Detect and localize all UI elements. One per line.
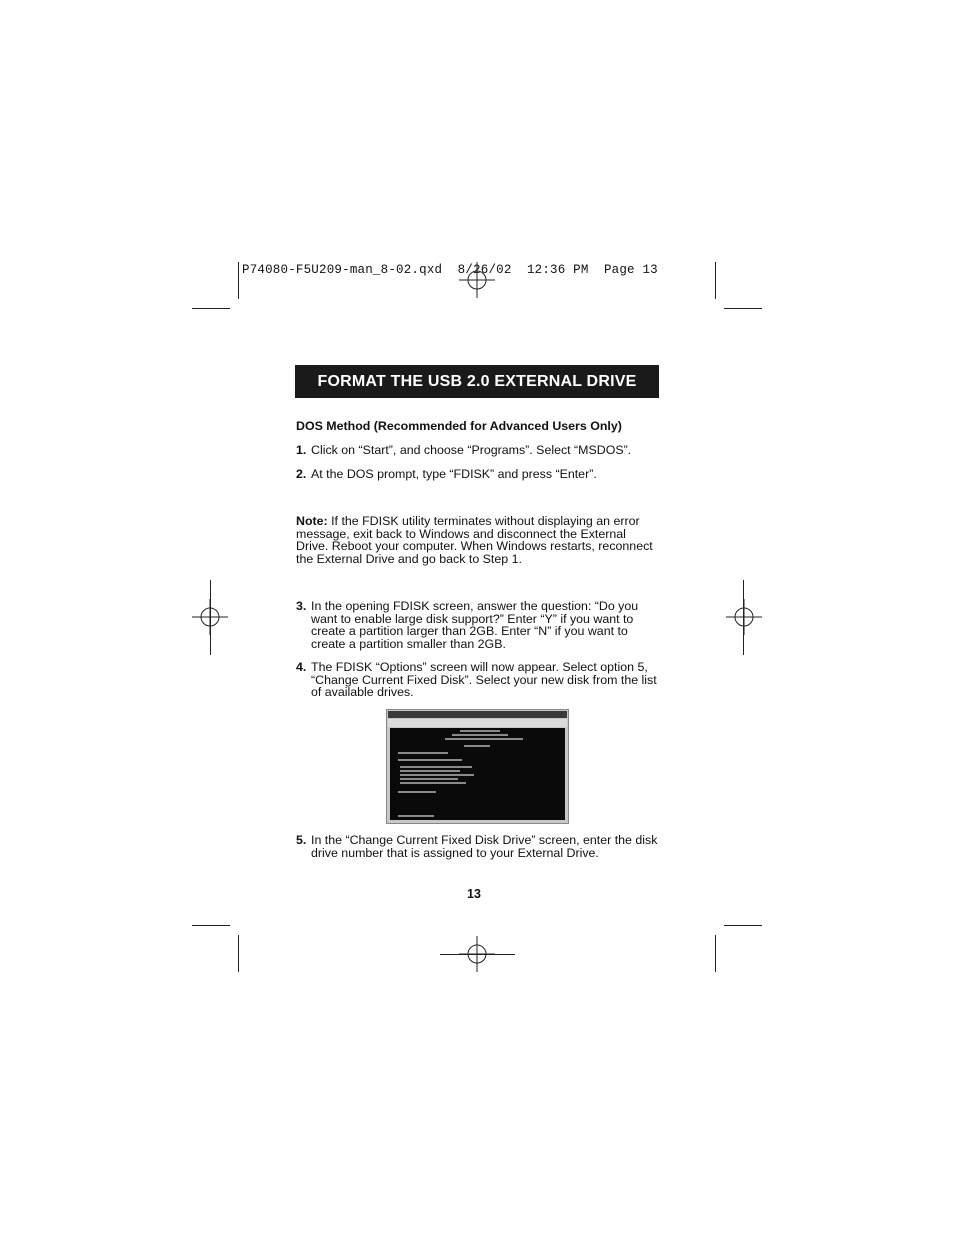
step-1 bbox=[296, 444, 661, 457]
step-text: In the opening FDISK screen, answer the question: “Do you want to enable large disk support?” Enter “Y” if you want to create a partition larger than 2GB. Enter “N” if you want to create a partition smaller than 2GB. bbox=[311, 599, 639, 651]
console-line bbox=[464, 745, 490, 747]
step-5 bbox=[296, 834, 661, 859]
console-line bbox=[400, 774, 474, 776]
step-text: The FDISK “Options” screen will now appear. Select option 5, “Change Current Fixed Disk”. Select your new disk from the list of available drives. bbox=[311, 660, 657, 700]
console-line bbox=[445, 738, 523, 740]
console-line bbox=[452, 734, 508, 736]
console-line bbox=[400, 766, 472, 768]
crop-mark bbox=[192, 925, 230, 926]
console-line bbox=[398, 752, 448, 754]
step-2 bbox=[296, 468, 661, 481]
step-number: 2. bbox=[296, 467, 307, 481]
screenshot-toolbar bbox=[388, 719, 567, 727]
registration-mark-icon bbox=[726, 599, 762, 635]
console-line bbox=[398, 791, 436, 793]
console-line bbox=[400, 770, 460, 772]
registration-mark-icon bbox=[459, 262, 495, 298]
step-text: At the DOS prompt, type “FDISK” and press “Enter”. bbox=[311, 467, 597, 481]
step-number: 5. bbox=[296, 833, 307, 847]
crop-mark bbox=[440, 954, 515, 955]
note-label: Note: bbox=[296, 514, 328, 528]
step-number: 1. bbox=[296, 443, 307, 457]
crop-mark bbox=[743, 580, 744, 655]
step-text: Click on “Start”, and choose “Programs”. Select “MSDOS”. bbox=[311, 443, 632, 457]
crop-mark bbox=[715, 935, 716, 972]
crop-mark bbox=[210, 580, 211, 655]
console-line bbox=[400, 778, 458, 780]
step-number: 4. bbox=[296, 660, 307, 674]
crop-mark bbox=[238, 262, 239, 299]
console-line bbox=[460, 730, 500, 732]
fdisk-screenshot bbox=[386, 709, 569, 824]
crop-mark bbox=[724, 308, 762, 309]
page-number: 13 bbox=[467, 887, 481, 901]
crop-mark bbox=[715, 262, 716, 299]
step-text: In the “Change Current Fixed Disk Drive” screen, enter the disk drive number that is assigned to your External Drive. bbox=[311, 833, 658, 860]
crop-mark bbox=[724, 925, 762, 926]
step-4 bbox=[296, 661, 661, 699]
file-slug: P74080-F5U209-man_8-02.qxd 8/26/02 12:36 PM Page 13 bbox=[242, 263, 658, 277]
console-line bbox=[398, 759, 462, 761]
section-title: FORMAT THE USB 2.0 EXTERNAL DRIVE bbox=[295, 365, 659, 398]
crop-mark bbox=[192, 308, 230, 309]
screenshot-console bbox=[390, 728, 565, 820]
note-paragraph bbox=[296, 515, 661, 565]
console-line bbox=[400, 782, 466, 784]
method-subheading: DOS Method (Recommended for Advanced Users Only) bbox=[296, 419, 622, 433]
crop-mark bbox=[238, 935, 239, 972]
step-number: 3. bbox=[296, 599, 307, 613]
screenshot-titlebar bbox=[388, 711, 567, 718]
console-line bbox=[398, 815, 434, 817]
note-text: If the FDISK utility terminates without displaying an error message, exit back to Windows and disconnect the External Drive. Reboot your computer. When Windows restarts, reconnect the External Drive and go back to Step 1. bbox=[296, 514, 653, 566]
step-3 bbox=[296, 600, 661, 650]
